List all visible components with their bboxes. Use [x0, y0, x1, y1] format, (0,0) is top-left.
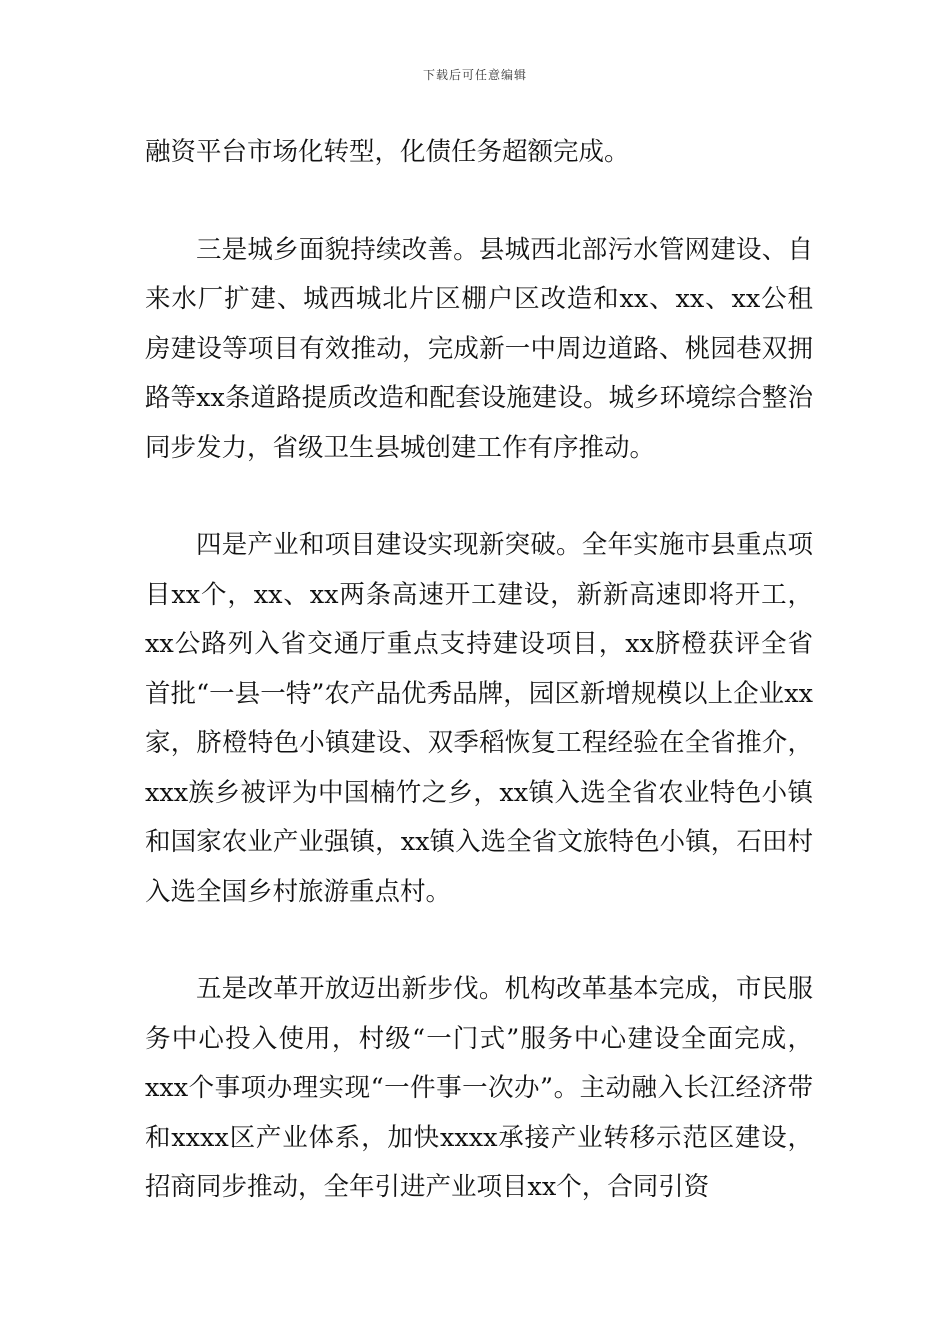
paragraph-continuation: 融资平台市场化转型，化债任务超额完成。 — [145, 137, 630, 167]
paragraph-urban-rural: 三是城乡面貌持续改善。县城西北部污水管网建设、自来水厂扩建、城西城北片区棚户区改造和xx、xx、xx公租房建设等项目有效推动，完成新一中周边道路、桃园巷双拥路等xx条道路提质改造和配套设施建设。城乡环境综合整治同步发力，省级卫生县城创建工作有序推动。 — [145, 234, 813, 463]
paragraph-reform-opening: 五是改革开放迈出新步伐。机构改革基本完成，市民服务中心投入使用，村级“一门式”服务中心建设全面完成，xxx个事项办理实现“一件事一次办”。主动融入长江经济带和xxxx区产业体系，加快xxxx承接产业转移示范区建设，招商同步推动，全年引进产业项目xx个，合同引资 — [145, 974, 813, 1202]
paragraph-industry-projects: 四是产业和项目建设实现新突破。全年实施市县重点项目xx个，xx、xx两条高速开工建设，新新高速即将开工，xx公路列入省交通厅重点支持建设项目，xx脐橙获评全省首批“一县一特”农产品优秀品牌，园区新增规模以上企业xx家，脐橙特色小镇建设、双季稻恢复工程经验在全省推介，xxx族乡被评为中国楠竹之乡，xx镇入选全省农业特色小镇和国家农业产业强镇，xx镇入选全省文旅特色小镇，石田村入选全国乡村旅游重点村。 — [145, 530, 813, 907]
document-body — [145, 128, 813, 1213]
header-note: 下载后可任意编辑 — [422, 68, 527, 82]
